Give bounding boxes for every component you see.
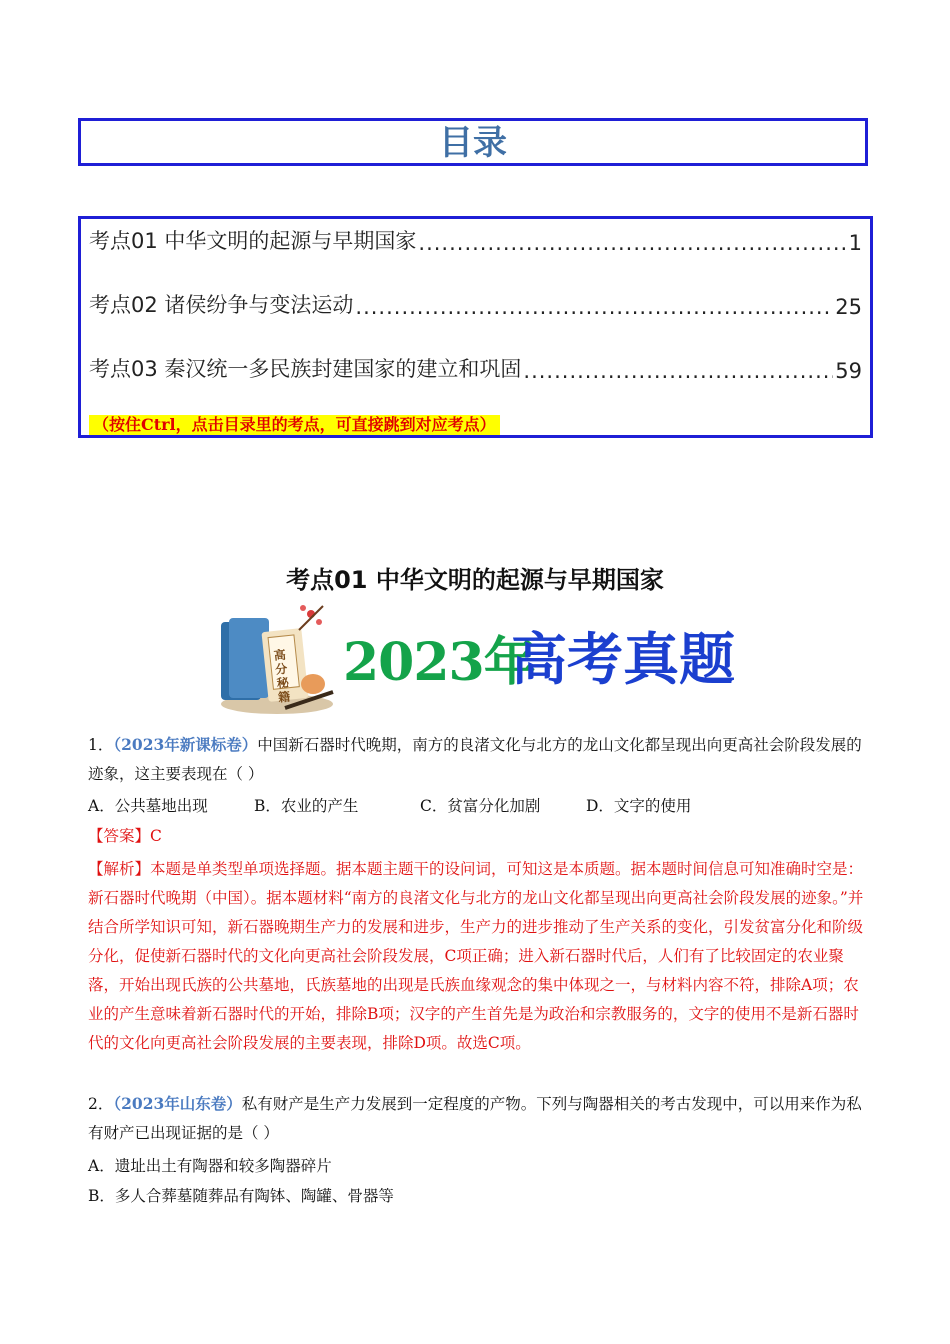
toc-entry-label[interactable]: 考点01 中华文明的起源与早期国家 xyxy=(89,229,417,253)
question-source: （2023年山东卷） xyxy=(113,1094,242,1113)
toc-entry-page[interactable]: 1 xyxy=(848,231,862,255)
toc-entry-label[interactable]: 考点02 诸侯纷争与变法运动 xyxy=(89,293,354,317)
book-label: 高分秘籍 xyxy=(273,647,291,705)
question-stem: 私有财产是生产力发展到一定程度的产物。下列与陶器相关的考古发现中，可以用来作为私有财产已出现证据的是（ ） xyxy=(88,1095,862,1142)
toc-hint: （按住Ctrl，点击目录里的考点，可直接跳到对应考点） xyxy=(89,415,500,435)
section-heading: 考点01 中华文明的起源与早期国家 xyxy=(286,566,664,594)
toc-leader-dots xyxy=(523,359,833,383)
question-1-answer xyxy=(88,822,864,851)
answer-label: 【答案】 xyxy=(88,827,151,845)
toc-entry-page[interactable]: 59 xyxy=(835,359,862,383)
option-d[interactable]: D．文字的使用 xyxy=(586,797,692,815)
banner-year: 2023年 xyxy=(343,632,535,693)
question-1-options xyxy=(88,792,691,821)
toc-box xyxy=(78,216,873,438)
banner-title: 高考真题 xyxy=(511,627,735,693)
option-b[interactable]: B．农业的产生 xyxy=(254,797,359,815)
question-number: 1． xyxy=(88,736,114,754)
option-a[interactable]: A．公共墓地出现 xyxy=(88,797,208,815)
toc-title-box xyxy=(78,118,868,166)
option-c[interactable]: C．贫富分化加剧 xyxy=(420,797,541,815)
question-number: 2． xyxy=(88,1095,114,1113)
toc-entry-label[interactable]: 考点03 秦汉统一多民族封建国家的建立和巩固 xyxy=(89,357,522,381)
toc-entry-1[interactable] xyxy=(89,223,862,255)
analysis-label: 【解析】 xyxy=(88,860,151,878)
toc-entry-page[interactable]: 25 xyxy=(835,295,862,319)
question-2-option-b[interactable]: B．多人合葬墓随葬品有陶钵、陶罐、骨器等 xyxy=(88,1187,394,1205)
toc-title: 目录 xyxy=(439,123,507,163)
question-2-option-a[interactable]: A．遗址出土有陶器和较多陶器碎片 xyxy=(88,1157,332,1175)
question-2 xyxy=(88,1089,864,1148)
toc-entry-2[interactable] xyxy=(89,287,862,319)
question-stem: 中国新石器时代晚期，南方的良渚文化与北方的龙山文化都呈现出向更高社会阶段发展的迹象，这主要表现在（ ） xyxy=(88,736,862,783)
toc-leader-dots xyxy=(355,295,833,319)
question-1 xyxy=(88,730,864,789)
exam-banner xyxy=(215,600,735,718)
question-1-analysis xyxy=(88,855,864,1058)
question-source: （2023年新课标卷） xyxy=(113,735,258,754)
toc-leader-dots xyxy=(418,231,846,255)
analysis-text: 本题是单类型单项选择题。据本题主题干的设问词，可知这是本质题。据本题时间信息可知准确时空是：新石器时代晚期（中国）。据本题材料“南方的良渚文化与北方的龙山文化都呈现出向更高社会阶段发展的迹象。”并结合所学知识可知，新石器晚期生产力的发展和进步，生产力的进步推动了生产关系的变化，引发贫富分化和阶级分化，促使新石器时代的文化向更高社会阶段发展，C项正确；进入新石器时代后，人们有了比较固定的农业聚落，开始出现氏族的公共墓地，氏族墓地的出现是氏族血缘观念的集中体现之一，与材料内容不符，排除A项；农业的产生意味着新石器时代的开始，排除B项；汉字的产生首先是为政治和宗教服务的，文字的使用不是新石器时代的文化向更高社会阶段发展的主要表现，排除D项。故选C项。 xyxy=(88,860,864,1052)
answer-value: C xyxy=(150,827,162,845)
toc-entry-3[interactable] xyxy=(89,351,862,383)
